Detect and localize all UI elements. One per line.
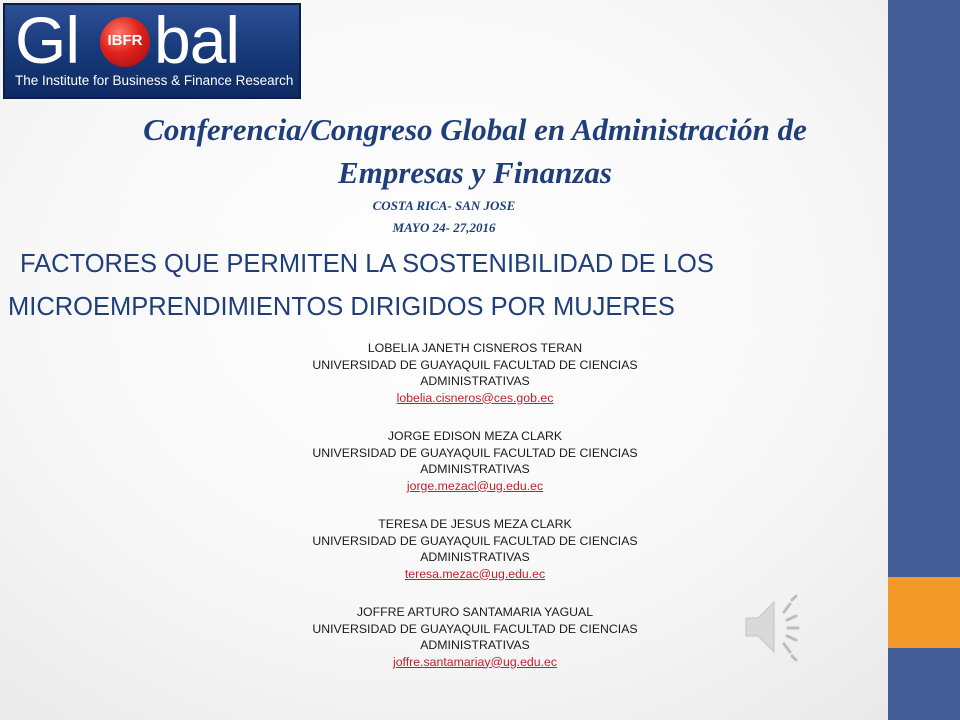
author-email-link[interactable]: jorge.mezacl@ug.edu.ec [406,478,544,493]
author-affiliation: UNIVERSIDAD DE GUAYAQUIL FACULTAD DE CIENCIAS [312,357,638,372]
conference-title-line2: Empresas y Finanzas [338,155,612,190]
conference-dates: MAYO 24- 27,2016 [392,220,496,235]
right-sidebar-accent [888,577,960,648]
author-affiliation: ADMINISTRATIVAS [420,462,530,476]
author-name: TERESA DE JESUS MEZA CLARK [378,517,572,531]
author-list [190,340,760,692]
logo-ball [100,17,150,67]
author-email-link[interactable]: teresa.mezac@ug.edu.ec [404,566,546,581]
logo-word-left: Gl [15,3,79,77]
author-email-link[interactable]: joffre.santamariay@ug.edu.ec [392,654,557,669]
author-name: JORGE EDISON MEZA CLARK [387,429,563,443]
author-affiliation: UNIVERSIDAD DE GUAYAQUIL FACULTAD DE CIENCIAS [312,621,638,636]
logo-ibfr-text: IBFR [107,32,143,49]
global-ibfr-logo [3,3,301,99]
conference-location: COSTA RICA- SAN JOSE [372,198,516,213]
author-affiliation: ADMINISTRATIVAS [420,638,530,652]
author-affiliation: UNIVERSIDAD DE GUAYAQUIL FACULTAD DE CIENCIAS [312,445,638,460]
author-block [190,604,760,670]
author-name: JOFFRE ARTURO SANTAMARIA YAGUAL [356,605,594,619]
author-block [190,340,760,406]
paper-title-line2: MICROEMPRENDIMIENTOS DIRIGIDOS POR MUJERES [8,293,675,321]
author-affiliation: ADMINISTRATIVAS [420,374,530,388]
speaker-icon[interactable] [740,592,810,662]
conference-title-line1: Conferencia/Congreso Global en Administración de [143,112,807,147]
author-email-link[interactable]: lobelia.cisneros@ces.gob.ec [396,390,554,405]
author-affiliation: ADMINISTRATIVAS [420,550,530,564]
logo-word-right: bal [154,3,240,77]
author-block [190,428,760,494]
author-block [190,516,760,582]
logo-subtitle: The Institute for Business & Finance Research [15,73,294,88]
author-name: LOBELIA JANETH CISNEROS TERAN [367,341,583,355]
author-affiliation: UNIVERSIDAD DE GUAYAQUIL FACULTAD DE CIENCIAS [312,533,638,548]
paper-title-line1: FACTORES QUE PERMITEN LA SOSTENIBILIDAD DE LOS [20,250,714,278]
